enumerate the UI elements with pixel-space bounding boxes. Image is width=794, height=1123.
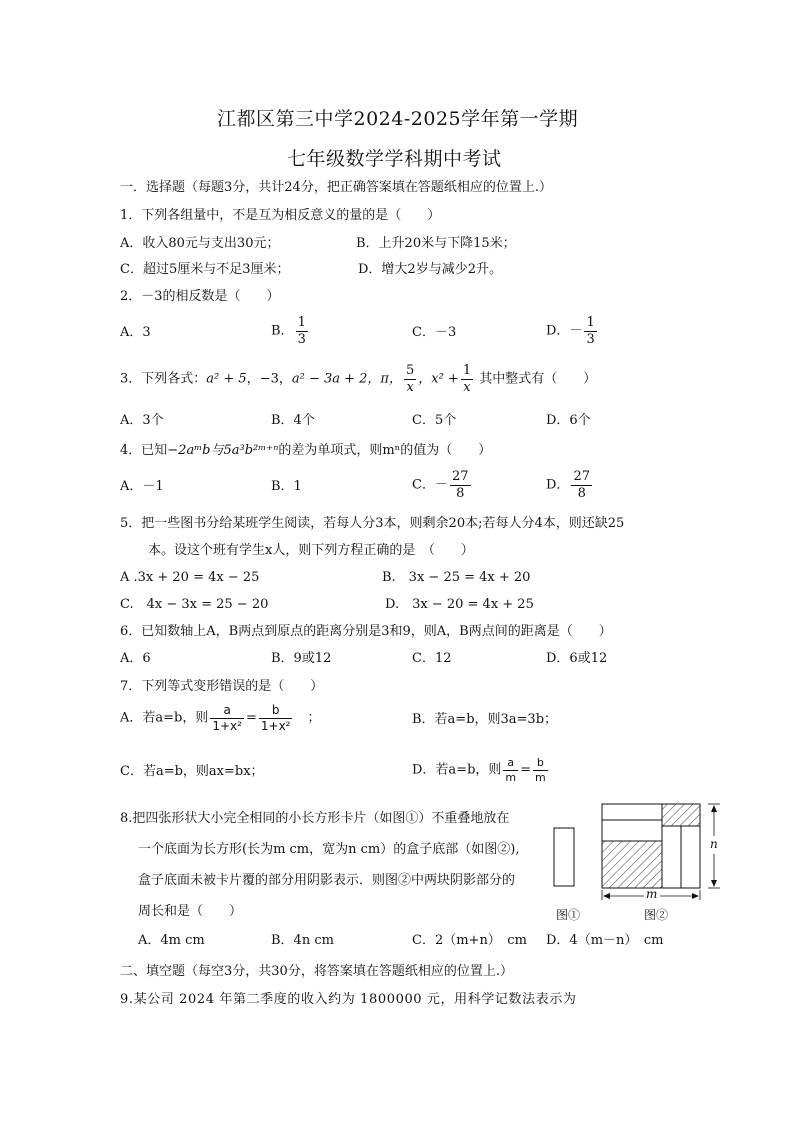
q7-option-d	[412, 757, 550, 783]
q4-stem-prefix: 4．已知	[120, 443, 168, 458]
q3-option-c: C．5个	[412, 413, 457, 428]
q4-option-a: A．－1	[120, 479, 164, 494]
q1-option-a: A．收入80元与支出30元；	[120, 236, 280, 251]
q2-option-d-fraction	[584, 316, 596, 346]
q5-stem-line-1: 5．把一些图书分给某班学生阅读，若每人分3本，则剩余20本;若每人分4本，则还缺25	[120, 516, 625, 531]
fraction-denominator: 8	[577, 485, 586, 501]
q5-option-b: B. 3x − 25 = 4x + 20	[382, 570, 531, 585]
q7-option-a-fraction-1	[210, 704, 244, 732]
q6-option-d: D．6或12	[546, 651, 608, 666]
fraction-denominator: 1+x²	[212, 718, 242, 733]
q7-option-a-suffix: ；	[307, 710, 321, 726]
q8-option-b: B．4n cm	[271, 933, 334, 948]
section-heading-fill-in: 二、填空题（每空3分，共30分，将答案填在答题纸相应的位置上.）	[120, 964, 513, 979]
q4-option-d	[546, 470, 594, 500]
page-title: 江都区第三中学2024-2025学年第一学期	[217, 108, 579, 130]
fraction-denominator: x	[463, 379, 471, 395]
q8-stem-line-3: 盒子底面未被卡片覆的部分用阴影表示．则图②中两块阴影部分的	[138, 873, 516, 888]
q3-stem-suffix: 其中整式有（ ）	[479, 371, 597, 387]
fig1-caption: 图①	[556, 908, 581, 922]
q6-option-c: C．12	[412, 651, 452, 666]
q4-option-d-fraction	[571, 470, 592, 500]
q1-option-d: D．增大2岁与减少2升。	[358, 262, 502, 277]
q8-stem-line-2: 一个底面为长方形(长为m cm，宽为n cm）的盒子底部（如图②),	[138, 842, 520, 857]
q7-option-b: B．若a=b，则3a=3b；	[412, 712, 558, 727]
fraction-numerator: a	[210, 704, 244, 719]
q2-option-b	[271, 316, 310, 346]
q7-option-a-fraction-2	[259, 704, 293, 732]
fig2-box	[602, 804, 700, 888]
fraction-denominator: m	[505, 770, 517, 784]
q5-option-d: D. 3x − 20 = 4x + 25	[385, 597, 534, 612]
fraction-denominator: m	[535, 770, 546, 784]
q3-fraction-1-over-x	[461, 364, 473, 394]
q2-option-b-fraction	[296, 316, 308, 346]
fraction-denominator: 1+x²	[260, 718, 291, 733]
q8-option-a: A．4m cm	[138, 933, 205, 948]
q6-option-b: B．9或12	[271, 651, 332, 666]
fraction-numerator: b	[533, 757, 548, 771]
q4-option-b: B．1	[271, 479, 302, 494]
fraction-denominator: 3	[297, 331, 306, 347]
fig2-shaded-bottom-left	[602, 841, 662, 888]
q4-stem	[120, 444, 491, 457]
fig2-label-m: m	[646, 887, 658, 901]
q9-stem: 9.某公司 2024 年第二季度的收入约为 1800000 元，用科学记数法表示为	[120, 992, 577, 1007]
q2-option-b-label: B．	[271, 323, 294, 339]
q3-option-a: A．3个	[120, 413, 164, 428]
page-subtitle: 七年级数学学科期中考试	[287, 148, 502, 170]
q7-option-a	[120, 704, 321, 732]
q3-expression-1: a² + 5	[206, 371, 247, 387]
q7-option-d-fraction-1	[503, 757, 518, 783]
q3-expression-4: ，x² +	[418, 371, 459, 387]
q3-option-d: D．6个	[546, 413, 591, 428]
q7-option-c: C．若a=b，则ax=bx；	[120, 764, 264, 779]
fraction-denominator: 8	[456, 485, 465, 501]
q2-option-d-label: D．－	[546, 323, 583, 339]
q7-option-a-prefix: A．若a=b，则	[120, 710, 209, 726]
q8-option-d: D．4（m－n） cm	[546, 933, 664, 948]
q2-option-c: C．－3	[412, 325, 457, 340]
q4-terms: −2aᵐb与5a³b²ᵐ⁺ⁿ	[167, 443, 279, 458]
q2-stem: 2．－3的相反数是（ ）	[120, 289, 280, 304]
fraction-denominator: x	[406, 379, 414, 395]
q7-option-d-prefix: D．若a=b，则	[412, 762, 502, 778]
fraction-numerator: 1	[586, 315, 595, 330]
q1-stem: 1．下列各组量中，不是互为相反意义的量的是（ ）	[120, 208, 441, 223]
section-heading-choice: 一．选择题（每题3分，共计24分，把正确答案填在答题纸相应的位置上.）	[120, 180, 552, 195]
q7-stem: 7．下列等式变形错误的是（ ）	[120, 679, 324, 694]
fig2-label-n: n	[710, 837, 718, 851]
fraction-numerator: 5	[405, 363, 415, 378]
fraction-denominator: 3	[586, 331, 595, 347]
q6-option-a: A．6	[120, 651, 151, 666]
fraction-numerator: 27	[573, 469, 590, 484]
fraction-numerator: 1	[297, 315, 306, 330]
q3-expression-2: ，−3，	[246, 371, 292, 387]
q3-fraction-5-over-x	[404, 364, 416, 394]
q3-expression-3: a² − 3a + 2，π，	[291, 371, 402, 387]
q5-option-a: A .3x + 20 = 4x − 25	[120, 570, 260, 585]
q5-option-c: C. 4x − 3x = 25 − 20	[120, 597, 269, 612]
equals-sign: =	[520, 762, 532, 778]
q4-option-c-fraction	[450, 470, 471, 500]
fraction-numerator: 1	[462, 363, 472, 378]
equals-sign: =	[245, 710, 257, 726]
q6-stem: 6．已知数轴上A，B两点到原点的距离分别是3和9，则A，B两点间的距离是（ ）	[120, 624, 612, 639]
q8-stem-line-1: 8.把四张形状大小完全相同的小长方形卡片（如图①）不重叠地放在	[120, 811, 510, 826]
q2-option-d	[546, 316, 599, 346]
q8-stem-line-4: 周长和是（ ）	[138, 904, 243, 919]
q4-option-c	[412, 470, 473, 500]
q2-option-a: A．3	[120, 325, 151, 340]
q7-option-d-fraction-2	[533, 757, 548, 783]
q4-option-c-label: C．－	[412, 477, 448, 493]
fig2-caption: 图②	[644, 908, 669, 922]
fraction-numerator: a	[503, 757, 518, 771]
q4-option-d-label: D．	[546, 477, 570, 493]
q5-stem-line-2: 本。设这个班有学生x人，则下列方程正确的是 （ ）	[148, 543, 474, 558]
q8-option-c: C．2（m+n） cm	[412, 933, 527, 948]
fig1-card	[554, 828, 574, 886]
q3-stem	[120, 364, 596, 394]
q3-stem-prefix: 3．下列各式：	[120, 371, 207, 387]
fraction-numerator: b	[259, 704, 293, 719]
q1-option-c: C．超过5厘米与不足3厘米；	[120, 262, 290, 277]
q1-option-b: B．上升20米与下降15米；	[356, 236, 516, 251]
fraction-numerator: 27	[451, 469, 469, 484]
q3-option-b: B．4个	[271, 413, 315, 428]
q4-stem-suffix: 的差为单项式，则mⁿ的值为（ ）	[278, 443, 492, 458]
fig2-shaded-top-right	[662, 804, 700, 826]
